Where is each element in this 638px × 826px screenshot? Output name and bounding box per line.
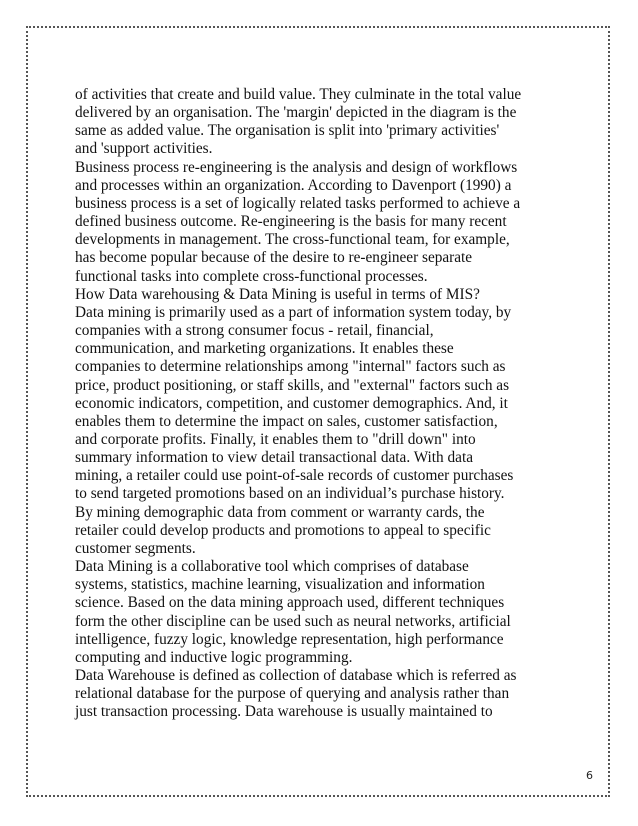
- text-line: has become popular because of the desire to re-engineer separate: [75, 249, 473, 267]
- page-number: 6: [586, 769, 593, 782]
- text-line: defined business outcome. Re-engineering is the basis for many recent: [75, 213, 507, 231]
- text-line: price, product positioning, or staff skills, and "external" factors such as: [75, 376, 510, 394]
- text-line: customer segments.: [75, 539, 196, 557]
- text-line: enables them to determine the impact on sales, customer satisfaction,: [75, 412, 498, 430]
- text-line: communication, and marketing organizations. It enables these: [75, 340, 454, 358]
- text-line: How Data warehousing & Data Mining is useful in terms of MIS?: [75, 285, 480, 303]
- text-line: Data Warehouse is defined as collection of database which is referred as: [75, 667, 517, 684]
- text-line: developments in management. The cross-functional team, for example,: [75, 231, 510, 249]
- text-line: just transaction processing. Data warehouse is usually maintained to: [75, 703, 493, 721]
- text-line: economic indicators, competition, and customer demographics. And, it: [75, 394, 508, 412]
- text-line: delivered by an organisation. The 'margin' depicted in the diagram is the: [75, 104, 517, 122]
- text-line: By mining demographic data from comment or warranty cards, the: [75, 503, 485, 521]
- text-line: companies to determine relationships among "internal" factors such as: [75, 358, 506, 376]
- text-line: and corporate profits. Finally, it enables them to "drill down" into: [75, 430, 476, 448]
- text-line: to send targeted promotions based on an individual’s purchase history.: [75, 485, 505, 503]
- text-line: business process is a set of logically related tasks performed to achieve a: [75, 194, 521, 212]
- text-line: summary information to view detail transactional data. With data: [75, 449, 473, 467]
- text-line: and processes within an organization. According to Davenport (1990) a: [75, 176, 512, 194]
- text-line: retailer could develop products and promotions to appeal to specific: [75, 521, 491, 539]
- text-line: mining, a retailer could use point-of-sale records of customer purchases: [75, 467, 514, 485]
- text-line: Data mining is primarily used as a part of information system today, by: [75, 303, 512, 321]
- text-line: Data Mining is a collaborative tool which comprises of database: [75, 558, 469, 576]
- text-line: and 'support activities.: [75, 140, 213, 158]
- text-line: functional tasks into complete cross-functional processes.: [75, 267, 428, 285]
- body-text: [75, 86, 521, 721]
- text-line: relational database for the purpose of querying and analysis rather than: [75, 685, 510, 703]
- text-line: form the other discipline can be used such as neural networks, artificial: [75, 612, 511, 630]
- text-line: systems, statistics, machine learning, visualization and information: [75, 576, 485, 594]
- text-line: intelligence, fuzzy logic, knowledge representation, high performance: [75, 630, 504, 648]
- text-line: science. Based on the data mining approach used, different techniques: [75, 594, 505, 612]
- text-line: Business process re-engineering is the analysis and design of workflows: [75, 158, 518, 176]
- text-line: same as added value. The organisation is split into 'primary activities': [75, 122, 500, 140]
- text-line: computing and inductive logic programming.: [75, 648, 353, 666]
- text-line: companies with a strong consumer focus - retail, financial,: [75, 322, 434, 340]
- text-line: of activities that create and build value. They culminate in the total value: [75, 86, 522, 103]
